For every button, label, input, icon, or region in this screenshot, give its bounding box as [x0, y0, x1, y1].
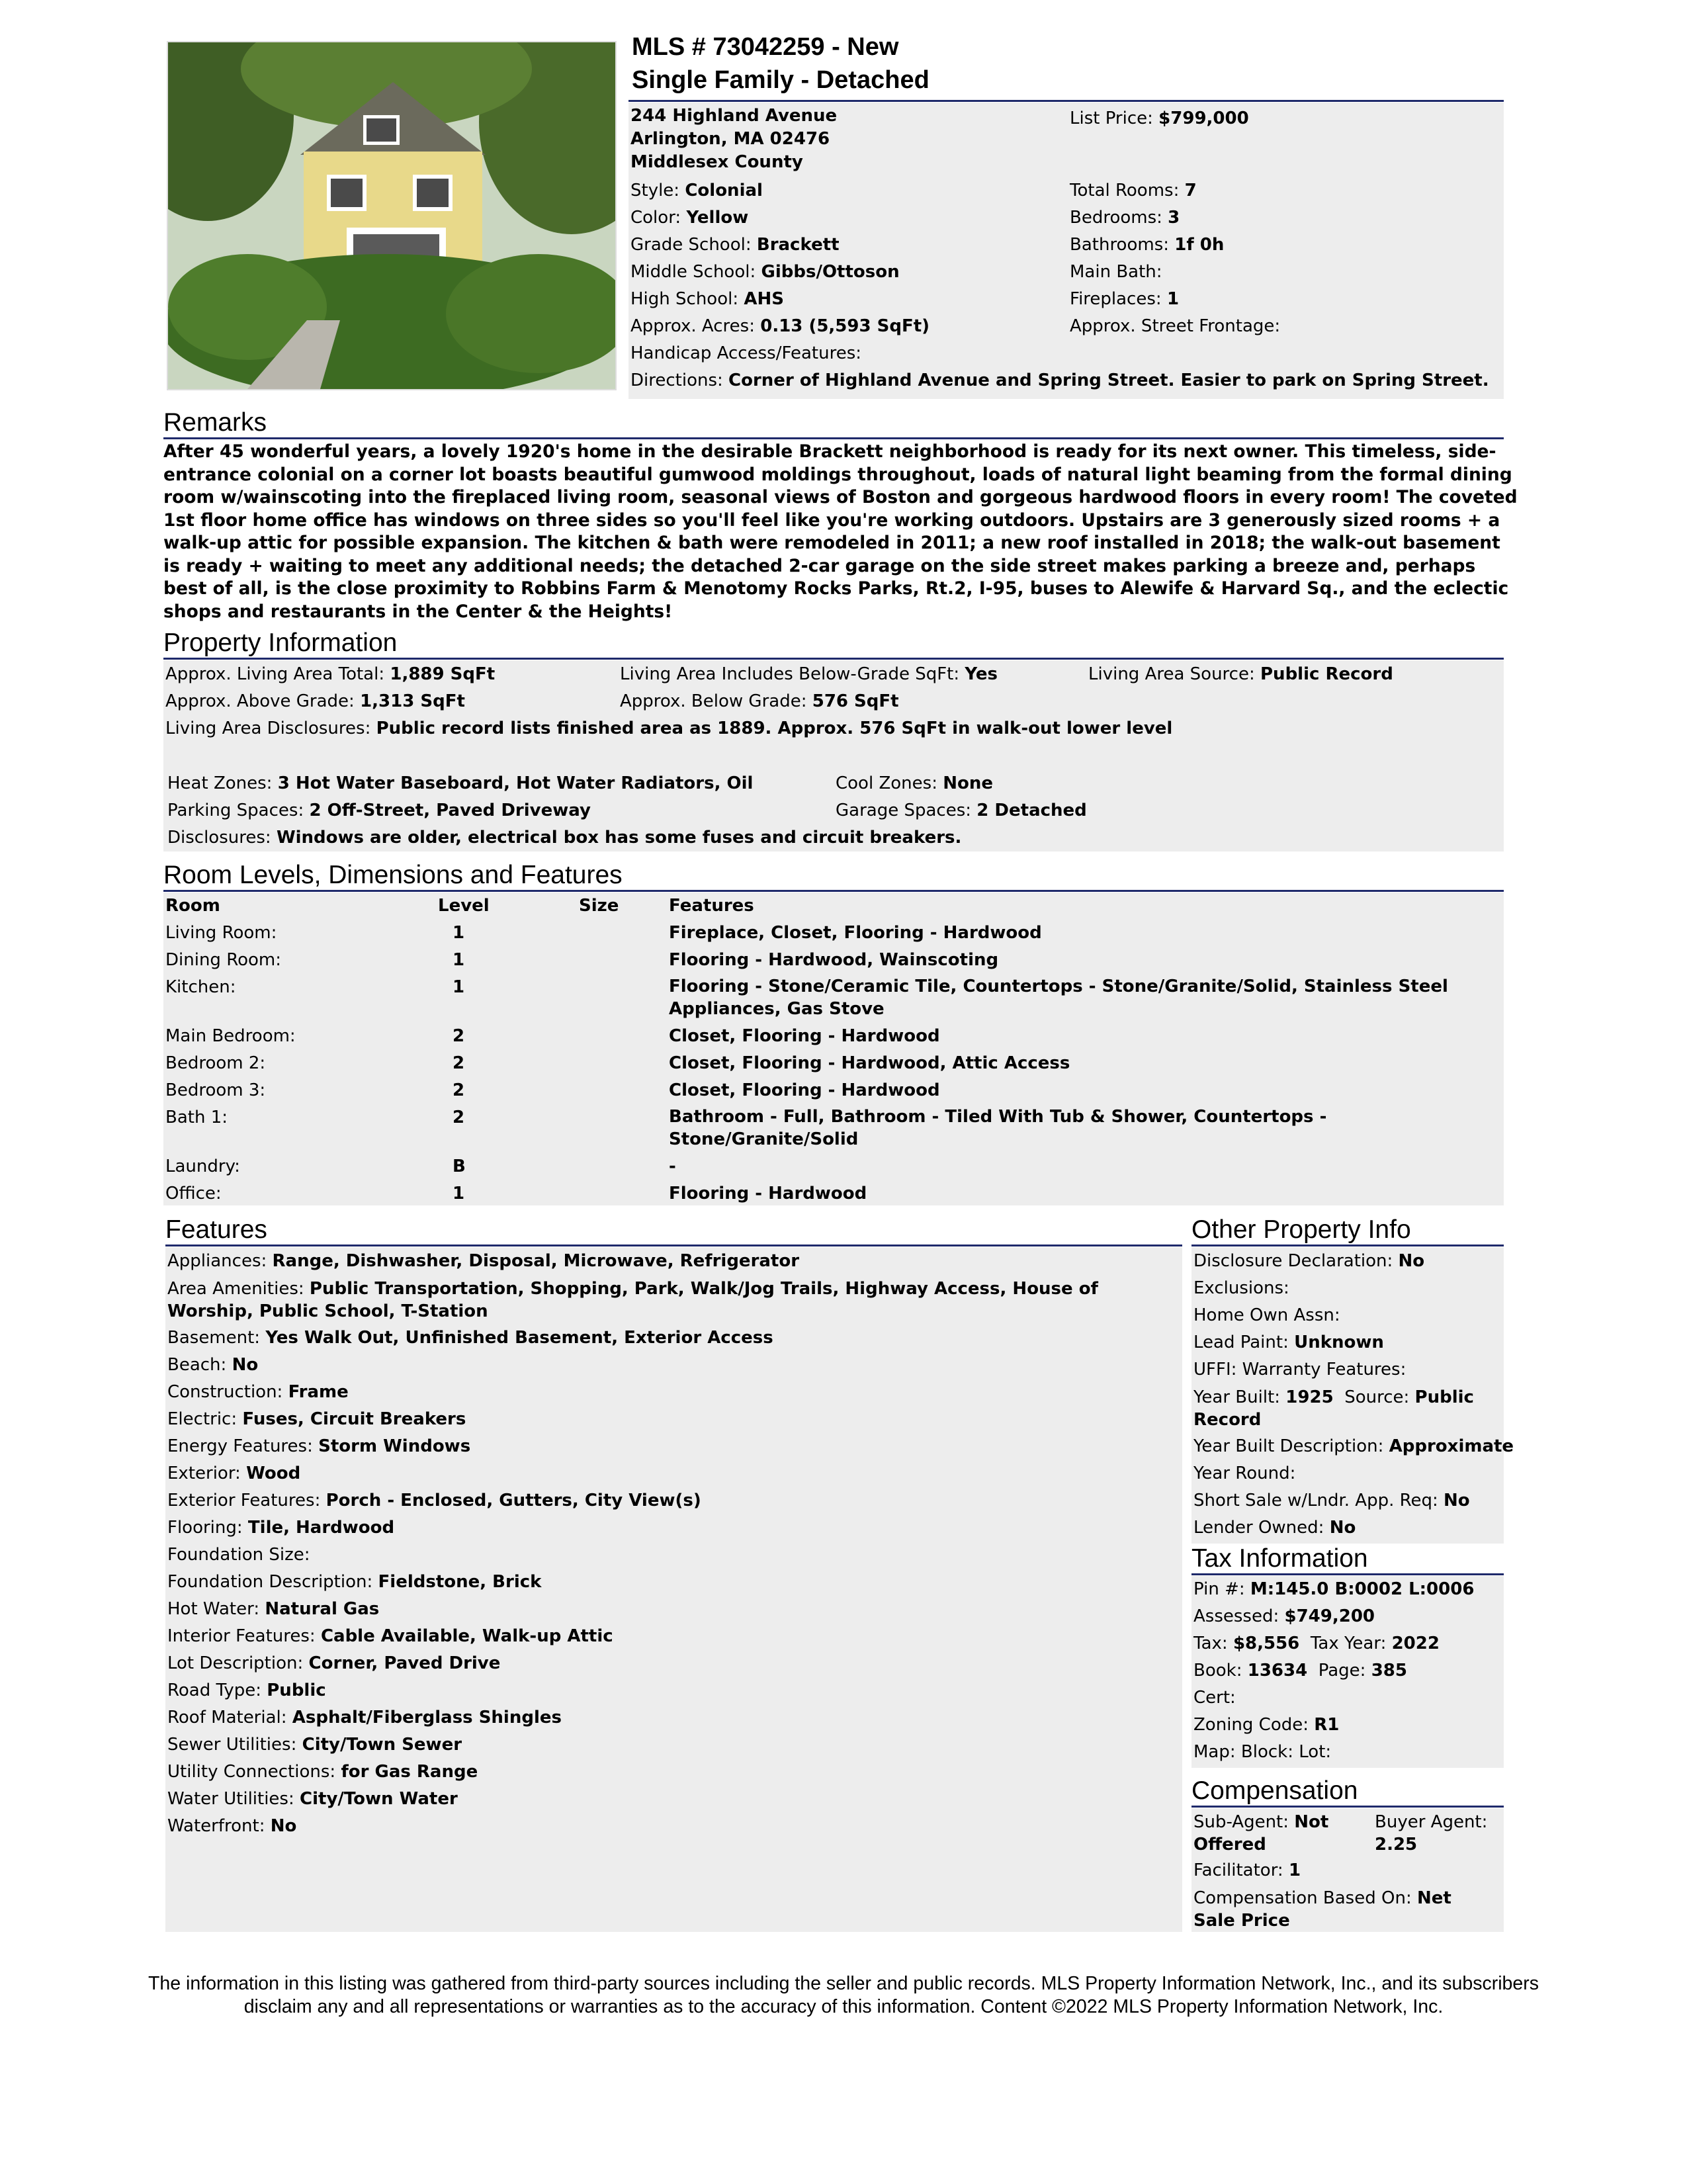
other-info-rule: [1191, 1245, 1504, 1246]
main-bath-row: Main Bath:: [1070, 262, 1162, 282]
property-photo: [167, 41, 617, 390]
directions-row: Directions: Corner of Highland Avenue and Spring Street. Easier to park on Spring Street.: [630, 371, 1489, 390]
summary-right: [1070, 177, 1280, 340]
room-level: 2: [453, 1080, 465, 1100]
total-rooms-row: Total Rooms: 7: [1070, 181, 1197, 200]
feature-roof: Roof Material: Asphalt/Fiberglass Shingles: [167, 1708, 562, 1727]
includes-below-grade: Living Area Includes Below-Grade SqFt: Yes: [620, 664, 998, 684]
header-rule: [628, 100, 1504, 102]
pin-number: Pin #: M:145.0 B:0002 L:0006: [1193, 1579, 1475, 1599]
property-info-title: Property Information: [163, 629, 398, 657]
rooms-title: Room Levels, Dimensions and Features: [163, 861, 623, 889]
acres-row: Approx. Acres: 0.13 (5,593 SqFt): [630, 316, 930, 336]
feature-beach: Beach: No: [167, 1355, 259, 1375]
feature-exterior: Exterior: Wood: [167, 1463, 301, 1483]
room-name: Laundry:: [165, 1157, 240, 1176]
property-info-rule: [163, 658, 1504, 660]
facilitator: Facilitator: 1: [1193, 1860, 1301, 1880]
high-school-row: High School: AHS: [630, 289, 784, 309]
room-features: Flooring - Stone/Ceramic Tile, Countertops - Stone/Granite/Solid, Stainless Steel Appliances, Gas Stove: [669, 977, 1448, 1019]
room-features: Bathroom - Full, Bathroom - Tiled With Tub & Shower, Countertops - Stone/Granite/Solid: [669, 1107, 1327, 1149]
feature-exterior-features: Exterior Features: Porch - Enclosed, Gutters, City View(s): [167, 1491, 701, 1510]
room-level: 1: [453, 923, 465, 943]
feature-construction: Construction: Frame: [167, 1382, 349, 1402]
mls-number: MLS # 73042259 - New: [632, 33, 899, 61]
tax-info-list: [1193, 1576, 1474, 1766]
map-block-lot: Map: Block: Lot:: [1193, 1742, 1332, 1762]
room-name: Kitchen:: [165, 977, 236, 997]
feature-waterfront: Waterfront: No: [167, 1816, 297, 1836]
feature-sewer: Sewer Utilities: City/Town Sewer: [167, 1735, 462, 1755]
feature-energy: Energy Features: Storm Windows: [167, 1436, 471, 1456]
summary-left: [630, 177, 1497, 394]
feature-electric: Electric: Fuses, Circuit Breakers: [167, 1409, 466, 1429]
features-title: Features: [165, 1215, 267, 1244]
address-county: Middlesex County: [630, 152, 803, 172]
address-block: [630, 105, 837, 174]
other-info-list: [1193, 1248, 1514, 1542]
cert: Cert:: [1193, 1688, 1236, 1708]
remarks-rule: [163, 437, 1504, 439]
features-list: [167, 1248, 1180, 1840]
room-features: Closet, Flooring - Hardwood, Attic Access: [669, 1053, 1070, 1073]
room-level: B: [453, 1157, 466, 1176]
house-photo-illustration: [168, 42, 615, 389]
other-info-title: Other Property Info: [1191, 1215, 1411, 1244]
room-features: Fireplace, Closet, Flooring - Hardwood: [669, 923, 1042, 943]
feature-interior: Interior Features: Cable Available, Walk-up Attic: [167, 1626, 613, 1646]
living-area-total: Approx. Living Area Total: 1,889 SqFt: [165, 664, 496, 684]
footer-disclaimer: [0, 1972, 1687, 2019]
uffi: UFFI: Warranty Features:: [1193, 1360, 1406, 1379]
room-features: Flooring - Hardwood, Wainscoting: [669, 950, 999, 970]
year-round: Year Round:: [1193, 1463, 1296, 1483]
footer-line-2: disclaim any and all representations or warranties as to the accuracy of this information. Content ©2022 MLS Property Information Network, Inc.: [243, 1996, 1444, 2017]
above-grade: Approx. Above Grade: 1,313 SqFt: [165, 691, 465, 711]
buyer-agent: Buyer Agent: 2.25: [1375, 1812, 1488, 1855]
tax-info-rule: [1191, 1573, 1504, 1575]
feature-foundation-description: Foundation Description: Fieldstone, Brick: [167, 1572, 542, 1592]
garage-spaces: Garage Spaces: 2 Detached: [836, 801, 1087, 820]
short-sale: Short Sale w/Lndr. App. Req: No: [1193, 1491, 1470, 1510]
bedrooms-row: Bedrooms: 3: [1070, 208, 1180, 228]
remarks-title: Remarks: [163, 408, 267, 437]
color-row: Color: Yellow: [630, 208, 749, 228]
bathrooms-row: Bathrooms: 1f 0h: [1070, 235, 1225, 255]
room-level: 2: [453, 1053, 465, 1073]
grade-school-row: Grade School: Brackett: [630, 235, 840, 255]
middle-school-row: Middle School: Gibbs/Ottoson: [630, 262, 900, 282]
room-features: -: [669, 1157, 676, 1176]
feature-utility: Utility Connections: for Gas Range: [167, 1762, 478, 1782]
tax: Tax: $8,556 Tax Year: 2022: [1193, 1634, 1440, 1653]
rooms-rule: [163, 890, 1504, 892]
room-level: 2: [453, 1026, 465, 1046]
cool-zones: Cool Zones: None: [836, 773, 993, 793]
room-features: Closet, Flooring - Hardwood: [669, 1080, 940, 1100]
home-own-assn: Home Own Assn:: [1193, 1305, 1340, 1325]
style-row: Style: Colonial: [630, 181, 763, 200]
compensation-title: Compensation: [1191, 1776, 1358, 1805]
living-area-disclosures: Living Area Disclosures: Public record lists finished area as 1889. Approx. 576 SqFt in walk-out lower level: [165, 719, 1173, 738]
footer-line-1: The information in this listing was gathered from third-party sources including the seller and public records. MLS Property Information Network, Inc., and its subscribers: [148, 1973, 1539, 1994]
rooms-header-room: Room: [165, 896, 220, 916]
year-built: Year Built: 1925 Source: Public Record: [1193, 1387, 1474, 1430]
room-name: Living Room:: [165, 923, 277, 943]
room-name: Office:: [165, 1184, 222, 1203]
feature-appliances: Appliances: Range, Dishwasher, Disposal, Microwave, Refrigerator: [167, 1251, 800, 1271]
room-level: 2: [453, 1108, 465, 1127]
feature-foundation-size: Foundation Size:: [167, 1545, 310, 1565]
room-features: Flooring - Hardwood: [669, 1184, 867, 1203]
assessed: Assessed: $749,200: [1193, 1606, 1375, 1626]
room-name: Bedroom 3:: [165, 1080, 266, 1100]
rooms-header-size: Size: [579, 896, 619, 916]
room-name: Bath 1:: [165, 1108, 228, 1127]
feature-water: Water Utilities: City/Town Water: [167, 1789, 458, 1809]
room-level: 1: [453, 950, 465, 970]
room-level: 1: [453, 977, 465, 997]
feature-lot-description: Lot Description: Corner, Paved Drive: [167, 1653, 501, 1673]
living-area-source: Living Area Source: Public Record: [1088, 664, 1393, 684]
below-grade: Approx. Below Grade: 576 SqFt: [620, 691, 899, 711]
feature-hot-water: Hot Water: Natural Gas: [167, 1599, 380, 1619]
room-name: Main Bedroom:: [165, 1026, 296, 1046]
lead-paint: Lead Paint: Unknown: [1193, 1332, 1384, 1352]
room-name: Bedroom 2:: [165, 1053, 266, 1073]
address-city: Arlington, MA 02476: [630, 129, 830, 149]
exclusions: Exclusions:: [1193, 1278, 1289, 1298]
book-page: Book: 13634 Page: 385: [1193, 1661, 1407, 1681]
property-type: Single Family - Detached: [632, 66, 930, 94]
compensation-rule: [1191, 1806, 1504, 1808]
rooms-header-features: Features: [669, 896, 754, 916]
room-level: 1: [453, 1184, 465, 1203]
heat-zones: Heat Zones: 3 Hot Water Baseboard, Hot Water Radiators, Oil: [167, 773, 754, 793]
room-name: Dining Room:: [165, 950, 281, 970]
street-frontage-row: Approx. Street Frontage:: [1070, 316, 1281, 336]
fireplaces-row: Fireplaces: 1: [1070, 289, 1180, 309]
lender-owned: Lender Owned: No: [1193, 1518, 1356, 1538]
address-street: 244 Highland Avenue: [630, 106, 838, 126]
handicap-row: Handicap Access/Features:: [630, 343, 862, 363]
rooms-header-level: Level: [438, 896, 490, 916]
compensation-based-on: Compensation Based On: Net Sale Price: [1193, 1888, 1451, 1931]
zoning-code: Zoning Code: R1: [1193, 1715, 1340, 1735]
feature-area-amenities: Area Amenities: Public Transportation, Shopping, Park, Walk/Jog Trails, Highway Access, House of Worship, Public School, T-Station: [167, 1279, 1098, 1321]
disclosures: Disclosures: Windows are older, electrical box has some fuses and circuit breakers.: [167, 828, 962, 848]
feature-basement: Basement: Yes Walk Out, Unfinished Basement, Exterior Access: [167, 1328, 773, 1348]
remarks-text: After 45 wonderful years, a lovely 1920's home in the desirable Brackett neighborhood is ready for its next owner. This timeless, side-entrance colonial on a corner lot boasts beautiful gumwood moldings throughout, loads of natural light beaming from the formal dining room w/wainscoting into the fireplaced living room, seasonal views of Boston and gorgeous hardwood floors in every room! The coveted 1st floor home office has windows on three sides so you'll feel like you're working outdoors. Upstairs are 3 generously sized rooms + a walk-up attic for possible expansion. The kitchen & bath were remodeled in 2011; a new roof installed in 2018; the walk-out basement is ready + waiting to meet any additional needs; the detached 2-car garage on the side street makes parking a breeze and, perhaps best of all, is the close proximity to Robbins Farm & Menotomy Rocks Parks, Rt.2, I-95, buses to Alewife & Harvard Sq., and the eclectic shops and restaurants in the Center & the Heights!: [163, 441, 1518, 622]
room-features: Closet, Flooring - Hardwood: [669, 1026, 940, 1046]
list-price: List Price: $799,000: [1070, 109, 1249, 128]
parking-spaces: Parking Spaces: 2 Off-Street, Paved Driveway: [167, 801, 591, 820]
feature-flooring: Flooring: Tile, Hardwood: [167, 1518, 395, 1538]
tax-info-title: Tax Information: [1191, 1544, 1368, 1573]
year-built-description: Year Built Description: Approximate: [1193, 1436, 1514, 1456]
feature-road-type: Road Type: Public: [167, 1681, 326, 1700]
sub-agent: Sub-Agent: Not Offered: [1193, 1812, 1329, 1855]
disclosure-declaration: Disclosure Declaration: No: [1193, 1251, 1425, 1271]
features-rule: [165, 1245, 1182, 1246]
